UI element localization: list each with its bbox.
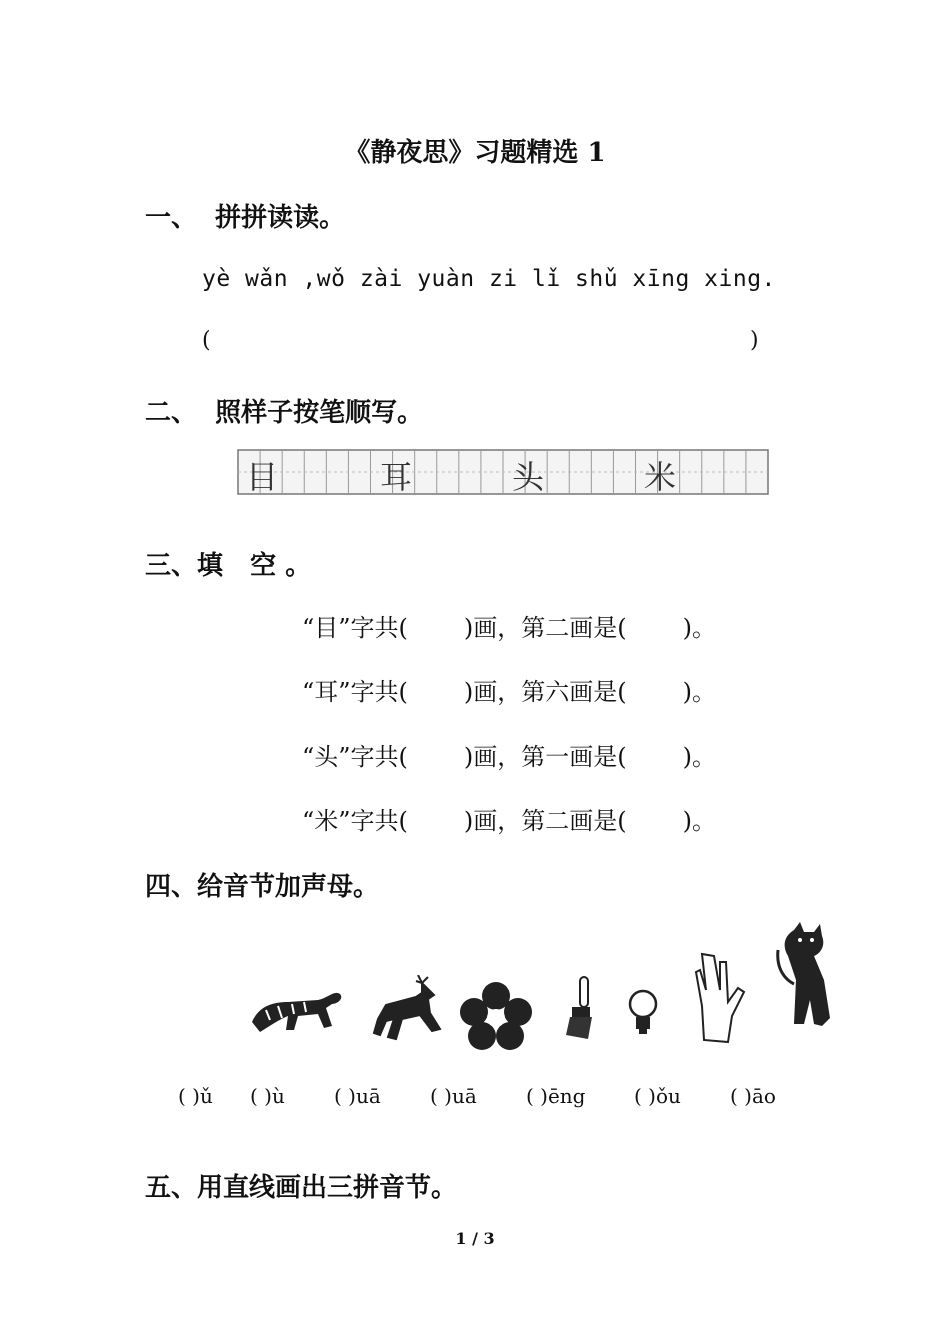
fill-text-c: )。: [682, 678, 717, 706]
cat-icon: [774, 920, 844, 1032]
fill-text-a: “米”字共(: [302, 807, 408, 835]
section-1-heading: 一、 拼拼读读。: [145, 203, 346, 233]
page-title: 《静夜思》习题精选 1: [344, 138, 606, 168]
fill-text-c: )。: [682, 614, 717, 642]
stroke-order-grid: [236, 444, 772, 498]
answer-3: ( )uā: [334, 1084, 381, 1108]
fill-text-a: “头”字共(: [302, 743, 408, 771]
grid-lines: [236, 444, 772, 498]
deer-icon: [372, 975, 456, 1047]
section-3-heading: 三、填 空 。: [145, 551, 312, 581]
page-number: 1 / 3: [455, 1229, 495, 1248]
example-char-mi: 米: [644, 458, 677, 496]
answer-4: ( )uā: [430, 1084, 477, 1108]
answer-2: ( )ù: [250, 1084, 285, 1108]
fill-text-c: )。: [682, 743, 717, 771]
fill-line-1: [302, 608, 716, 643]
answer-1: ( )ǔ: [178, 1084, 213, 1108]
example-char-mu: 目: [246, 458, 279, 496]
fill-text-b: )画，第二画是(: [463, 807, 627, 835]
answer-5: ( )ēng: [526, 1084, 586, 1108]
answer-7: ( )āo: [730, 1084, 776, 1108]
section-4-heading: 四、给音节加声母。: [145, 872, 380, 902]
answer-6: ( )ǒu: [634, 1084, 681, 1108]
tiger-icon: [248, 980, 348, 1042]
fill-text-b: )画，第一画是(: [463, 743, 627, 771]
example-char-tou: 头: [512, 458, 545, 496]
fill-line-4: [302, 801, 716, 836]
answer-paren-open: (: [202, 328, 211, 353]
fill-text-a: “目”字共(: [302, 614, 408, 642]
fill-text-b: )画，第六画是(: [463, 678, 627, 706]
light-bulb-icon: [626, 988, 660, 1040]
fill-line-2: [302, 672, 716, 707]
fill-text-a: “耳”字共(: [302, 678, 408, 706]
pinyin-sentence: yè wǎn ,wǒ zài yuàn zi lǐ shǔ xīng xing.: [202, 266, 776, 292]
answer-paren-close: ): [750, 328, 759, 353]
fill-text-c: )。: [682, 807, 717, 835]
flower-icon: [460, 982, 532, 1050]
section-2-heading: 二、 照样子按笔顺写。: [145, 398, 424, 428]
fill-text-b: )画，第二画是(: [463, 614, 627, 642]
section-5-heading: 五、用直线画出三拼音节。: [145, 1173, 458, 1203]
brush-icon: [560, 975, 600, 1045]
example-char-er: 耳: [380, 458, 413, 496]
fill-line-3: [302, 737, 716, 772]
hand-icon: [692, 950, 748, 1044]
